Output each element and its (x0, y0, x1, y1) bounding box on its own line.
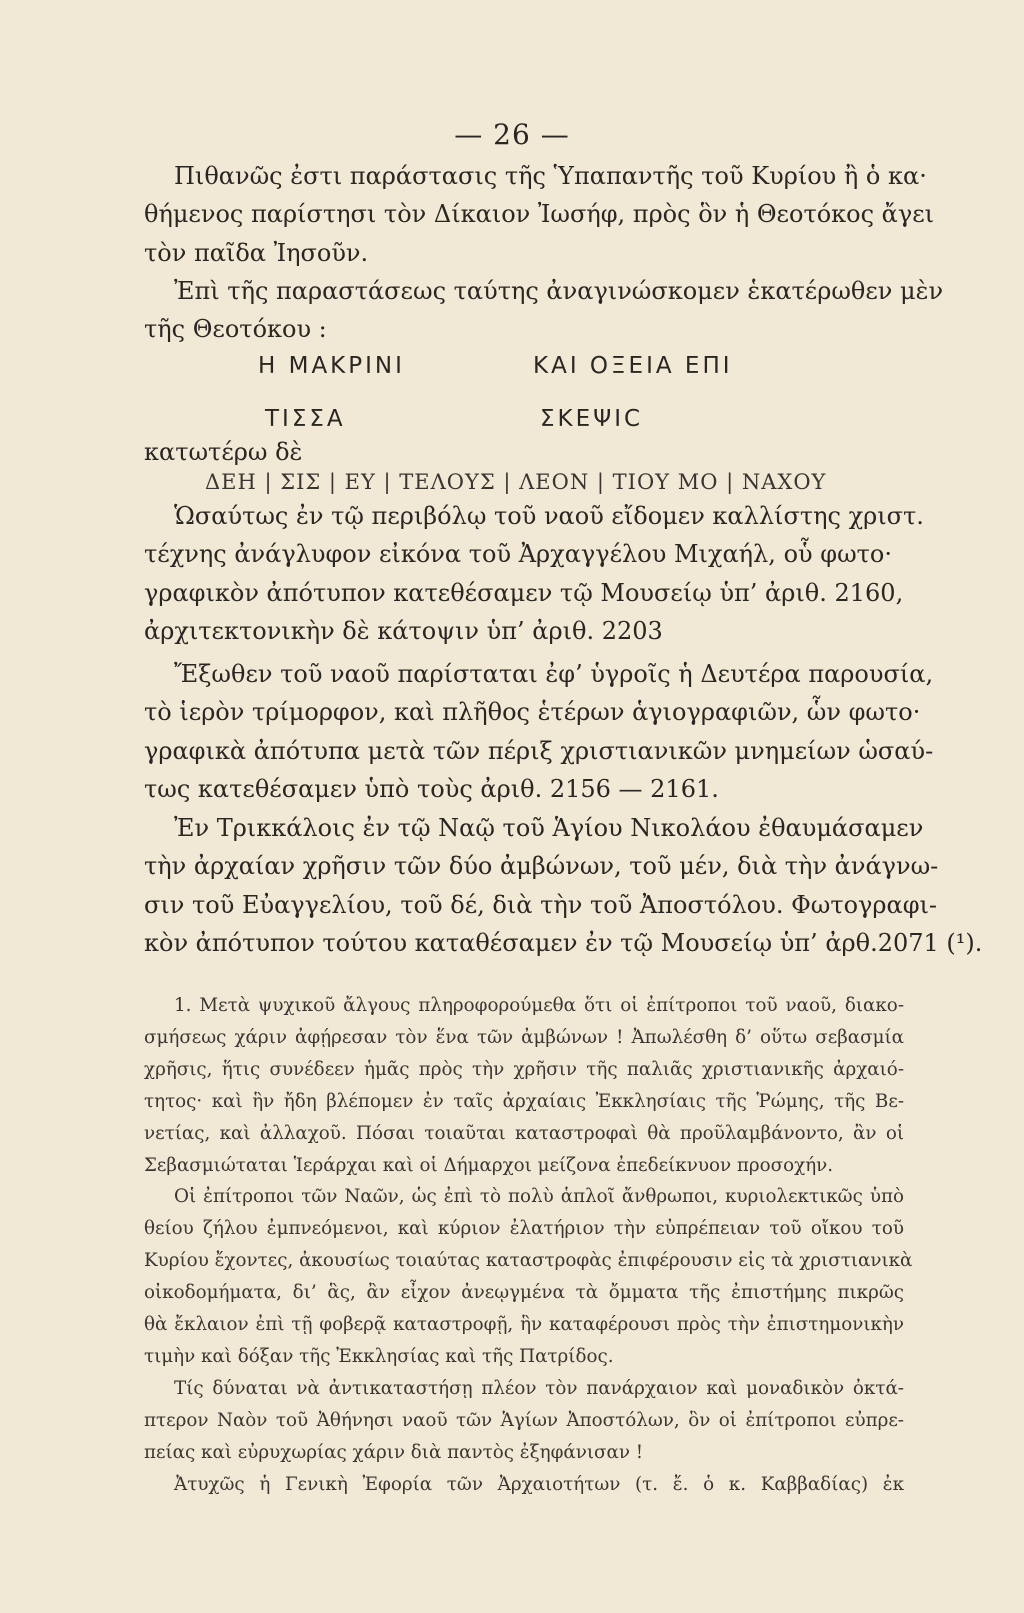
footnote-line: Σεβασμιώταται Ἱεράρχαι καὶ οἱ Δήμαρχοι μείζονα ἐπεδείκνυον προσοχήν. (144, 1154, 834, 1176)
footnote-1 (144, 990, 904, 1181)
inscription-row-2 (0, 406, 1024, 436)
bars-inscription: ΔΕΗ | ΣΙΣ | ΕΥ | ΤΕΛΟΥΣ | ΛΕΟΝ | ΤΙΟΥ ΜΟ | ΝΑΧΟΥ (205, 470, 827, 494)
inscription-row-1-left: Η ΜΑΚΡΙΝΙ (258, 353, 405, 379)
footnote-4 (144, 1469, 904, 1501)
footnote-line: θείου ζήλου ἐμπνεόμενοι, καὶ κύριον ἐλατήριον τὴν εὐπρέπειαν τοῦ οἴκου τοῦ (144, 1218, 904, 1240)
footnote-line: πείας καὶ εὐρυχωρίας χάριν διὰ παντὸς ἐξηφάνισαν ! (144, 1441, 644, 1463)
text-line: σιν τοῦ Εὐαγγελίου, τοῦ δέ, διὰ τὴν τοῦ Ἀποστόλου. Φωτογραφι- (144, 890, 938, 919)
paragraph-1 (144, 157, 935, 272)
footnote-line: Οἱ ἐπίτροποι τῶν Ναῶν, ὡς ἐπὶ τὸ πολὺ ἁπλοῖ ἄνθρωποι, κυριολεκτικῶς ὑπὸ (174, 1186, 904, 1208)
text-line: τὸν παῖδα Ἰησοῦν. (144, 238, 369, 267)
below-label: κατωτέρω δὲ (144, 438, 303, 466)
inscription-row-2-right: ΣΚΕΨΙC (540, 406, 644, 432)
footnote-line: πτερον Ναὸν τοῦ Ἀθήνησι ναοῦ τῶν Ἁγίων Ἀποστόλων, ὃν οἱ ἐπίτροποι εὐπρε- (144, 1409, 904, 1431)
text-line: τως κατεθέσαμεν ὑπὸ τοὺς ἀριθ. 2156 — 2161. (144, 774, 719, 803)
text-line: τῆς Θεοτόκου : (144, 315, 327, 344)
paragraph-4 (144, 655, 934, 808)
footnotes (144, 990, 913, 1501)
text-line: τὴν ἀρχαίαν χρῆσιν τῶν δύο ἀμβώνων, τοῦ μέν, διὰ τὴν ἀνάγνω- (144, 852, 939, 881)
text-line: Ὡσαύτως ἐν τῷ περιβόλῳ τοῦ ναοῦ εἴδομεν καλλίστης χριστ. (174, 502, 924, 530)
footnote-line: Τίς δύναται νὰ ἀντικαταστήσῃ πλέον τὸν πανάρχαιον καὶ μοναδικὸν ὀκτά- (174, 1377, 904, 1399)
text-line: Ἐν Τρικκάλοις ἐν τῷ Ναῷ τοῦ Ἁγίου Νικολάου ἐθαυμάσαμεν (174, 814, 924, 842)
text-line: ἀρχιτεκτονικὴν δὲ κάτοψιν ὑπ’ ἀριθ. 2203 (144, 616, 663, 645)
footnote-2 (144, 1181, 913, 1372)
footnote-line: τιμὴν καὶ δόξαν τῆς Ἐκκλησίας καὶ τῆς Πατρίδος. (144, 1345, 614, 1367)
text-line: θήμενος παρίστησι τὸν Δίκαιον Ἰωσήφ, πρὸς ὃν ἡ Θεοτόκος ἄγει (144, 200, 935, 229)
text-line: Ἔξωθεν τοῦ ναοῦ παρίσταται ἐφ’ ὑγροῖς ἡ Δευτέρα παρουσία, (174, 660, 934, 688)
text-line: γραφικὰ ἀπότυπα μετὰ τῶν πέριξ χριστιανικῶν μνημείων ὡσαύ- (144, 736, 934, 765)
inscription-row-1-right: ΚΑΙ ΟΞΕΙΑ ΕΠΙ (533, 353, 733, 379)
text-line: τέχνης ἀνάγλυφον εἰκόνα τοῦ Ἀρχαγγέλου Μιχαήλ, οὗ φωτο· (144, 540, 892, 569)
footnote-line: οἰκοδομήματα, δι’ ἃς, ἂν εἶχον ἀνεῳγμένα τὰ ὄμματα τῆς ἐπιστήμης πικρῶς (144, 1282, 904, 1304)
paragraph-3 (144, 497, 924, 650)
inscription-row-1 (0, 353, 1024, 383)
text-line: Πιθανῶς ἐστι παράστασις τῆς Ὑπαπαντῆς τοῦ Κυρίου ἢ ὁ κα· (174, 162, 927, 190)
paragraph-2 (144, 272, 944, 349)
footnote-line: τητος· καὶ ἣν ἤδη βλέπομεν ἐν ταῖς ἀρχαίαις Ἐκκλησίαις τῆς Ῥώμης, τῆς Βε- (144, 1090, 904, 1112)
below-label-block (144, 433, 892, 471)
footnote-line: χρῆσις, ἥτις συνέδεεν ἡμᾶς πρὸς τὴν χρῆσιν τῆς παλιᾶς χριστιανικῆς ἀρχαιό- (144, 1058, 904, 1080)
text-line: τὸ ἱερὸν τρίμορφον, καὶ πλῆθος ἑτέρων ἁγιογραφιῶν, ὧν φωτο· (144, 698, 921, 727)
inscription-row-2-left: ΤΙΣΣΑ (265, 406, 346, 432)
page-number: — 26 — (454, 118, 570, 151)
footnote-line: σμήσεως χάριν ἀφῄρεσαν τὸν ἕνα τῶν ἀμβώνων ! Ἀπωλέσθη δ’ οὕτω σεβασμία (144, 1026, 904, 1048)
footnote-line: Ἀτυχῶς ἡ Γενικὴ Ἐφορία τῶν Ἀρχαιοτήτων (τ. ἔ. ὁ κ. Καββαδίας) ἐκ (174, 1473, 904, 1495)
footnote-3 (144, 1373, 904, 1469)
text-line: κὸν ἀπότυπον τούτου καταθέσαμεν ἐν τῷ Μουσείῳ ὑπ’ ἀρθ.2071 (¹). (144, 928, 983, 957)
paragraph-5 (144, 809, 983, 962)
footnote-line: Κυρίου ἔχοντες, ἀκουσίως τοιαύτας καταστροφὰς ἐπιφέρουσιν εἰς τὰ χριστιανικὰ (144, 1250, 913, 1272)
footnote-line: θὰ ἔκλαιον ἐπὶ τῇ φοβερᾷ καταστροφῇ, ἣν καταφέρουσι πρὸς τὴν ἐπιστημονικὴν (144, 1314, 904, 1336)
footnote-line: νετίας, καὶ ἀλλαχοῦ. Πόσαι τοιαῦται καταστροφαὶ θὰ προῦλαμβάνοντο, ἂν οἱ (144, 1122, 904, 1144)
footnote-line: 1. Μετὰ ψυχικοῦ ἄλγους πληροφορούμεθα ὅτι οἱ ἐπίτροποι τοῦ ναοῦ, διακο- (174, 995, 904, 1016)
text-line: Ἐπὶ τῆς παραστάσεως ταύτης ἀναγινώσκομεν ἑκατέρωθεν μὲν (174, 277, 944, 305)
text-line: γραφικὸν ἀπότυπον κατεθέσαμεν τῷ Μουσείῳ ὑπ’ ἀριθ. 2160, (144, 578, 904, 607)
